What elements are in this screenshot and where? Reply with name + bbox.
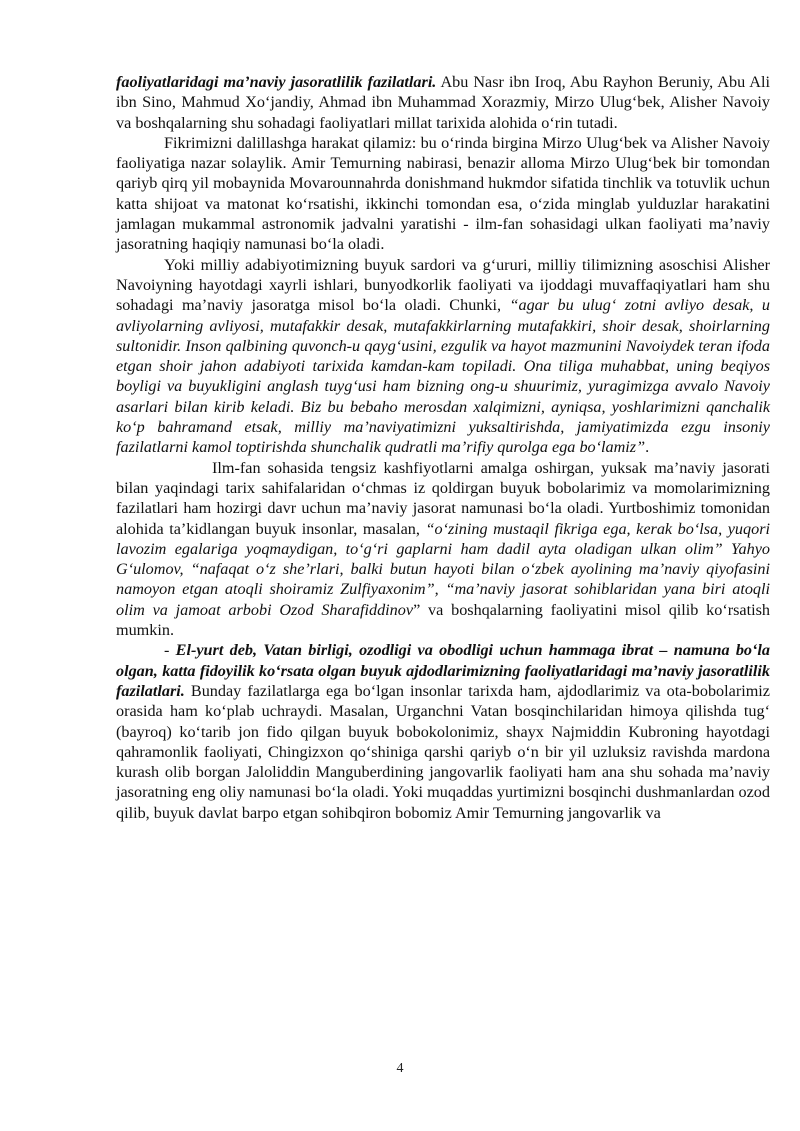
- text-run: Yoki milliy adabiyotimizning buyuk sardori va g‘ururi, milliy tilimizning asoschisi Alisher Navoiyning hayotdagi xayrli ishlari, bunyodkorlik faoliyati va ijoddagi muvaffaqiyatlari ham shu sohadagi ma’naviy jasoratga misol bo‘la oladi. Chunki,: [116, 255, 770, 315]
- text-run: ” va boshqalarning faoliyatini misol qilib ko‘rsatish mumkin.: [116, 600, 771, 640]
- paragraph-4: [116, 458, 770, 641]
- paragraph-5: [116, 640, 770, 823]
- text-run: .: [645, 438, 650, 457]
- text-run: El-yurt deb, Vatan birligi, ozodligi va obodligi uchun hammaga ibrat – namuna bo‘la olgan, katta fidoyilik ko‘rsata olgan buyuk ajdodlarimizning faoliyatlaridagi ma’naviy jasoratlilik fazilatlari.: [116, 641, 770, 700]
- paragraph-2: [116, 133, 770, 255]
- text-run: -: [164, 641, 176, 660]
- text-run: faoliyatlaridagi ma’naviy jasoratlilik fazilatlari.: [116, 73, 437, 91]
- text-run: “agar bu ulug‘ zotni avliyo desak, u avliyolarning avliyosi, mutafakkir desak, mutafakkirlarning mutafakkiri, shoir desak, shoirlarning sultonidir. Inson qalbining quvonch-u qayg‘usini, ezgulik va hayot mazmunini Navoiydek teran ifoda etgan shoir jahon adabiyoti tarixida kamdan-kam topiladi. Ona tiliga muhabbat, uning beqiyos boyligi va buyukligini anglash tuyg‘usi ham bizning ong-u shuurimiz, yuragimizga avvalo Navoiy asarlari bilan kirib keladi. Biz bu bebaho merosdan xalqimizni, ayniqsa, yoshlarimizni qanchalik ko‘p bahramand etsak, milliy ma’naviyatimizni yuksaltirishda, jamiyatimizda ezgu insoniy fazilatlarni kamol toptirishda shunchalik qudratli ma’rifiy qurolga ega bo‘lamiz”: [116, 296, 770, 457]
- text-run: Ilm-fan sohasida tengsiz kashfiyotlarni amalga oshirgan, yuksak ma’naviy jasorati bilan yaqindagi tarix sahifalaridan o‘chmas iz qoldirgan buyuk bobolarimiz va momolarimizning fazilatlari ham hozirgi davr uchun ma’naviy jasorat namunasi bo‘la oladi. Yurtboshimiz tomonidan alohida ta’kidlangan buyuk insonlar, masalan,: [116, 458, 770, 538]
- paragraph-3: [116, 255, 770, 458]
- page-body: [116, 72, 770, 823]
- text-run: Fikrimizni dalillashga harakat qilamiz: bu o‘rinda birgina Mirzo Ulug‘bek va Alisher Navoiy faoliyatiga nazar solaylik. Amir Temurning nabirasi, benazir alloma Mirzo Ulug‘bek bir tomondan qariyb qirq yil mobaynida Movarounnahrda donishmand hukmdor sifatida tinchlik va totuvlik uchun katta shijoat va matonat ko‘rsatishi, ikkinchi tomondan esa, o‘zida minglab yulduzlar harakatini jamlagan mukammal astronomik jadvalni yaratishi - ilm-fan sohasidagi ulkan faoliyati ma’naviy jasoratning haqiqiy namunasi bo‘la oladi.: [116, 133, 770, 254]
- text-run: “o‘zining mustaqil fikriga ega, kerak bo‘lsa, yuqori lavozim egalariga yoqmaydigan, to‘g‘ri gaplarni ham dadil ayta oladigan ulkan olim” Yahyo G‘ulomov, “nafaqat o‘z she’rlari, balki butun hayoti bilan o‘zbek ayolining ma’naviy qiyofasini namoyon etgan atoqli shoiramiz Zulfiyaxonim”, “ma’naviy jasorat sohiblaridan yana biri atoqli olim va jamoat arbobi Ozod Sharafiddinov: [116, 519, 771, 619]
- text-run: Abu Nasr ibn Iroq, Abu Rayhon Beruniy, Abu Ali ibn Sino, Mahmud Xo‘jandiy, Ahmad ibn Muhammad Xorazmiy, Mirzo Ulug‘bek, Alisher Navoiy va boshqalarning shu sohadagi faoliyatlari millat tarixida alohida o‘rin tutadi.: [116, 73, 770, 132]
- text-run: Bunday fazilatlarga ega bo‘lgan insonlar tarixda ham, ajdodlarimiz va ota-bobolarimiz orasida ham ko‘plab uchraydi. Masalan, Urganchni Vatan bosqinchilaridan himoya qilishda tug‘ (bayroq) ko‘tarib jon fido qilgan buyuk bobokolonimiz, shayx Najmiddin Kubroning hayotdagi qahramonlik faoliyati, Chingizxon qo‘shiniga qarshi qariyb o‘n bir yil uzluksiz ravishda mardona kurash olib borgan Jaloliddin Manguberdining jangovarlik faoliyati ham ana shu sohada ma’naviy jasoratning eng oliy namunasi bo‘la oladi. Yoki muqaddas yurtimizni bosqinchi dushmanlardan ozod qilib, buyuk davlat barpo etgan sohibqiron bobomiz Amir Temurning jangovarlik va: [116, 681, 770, 822]
- paragraph-1: [116, 72, 770, 133]
- page-number: 4: [396, 1061, 404, 1076]
